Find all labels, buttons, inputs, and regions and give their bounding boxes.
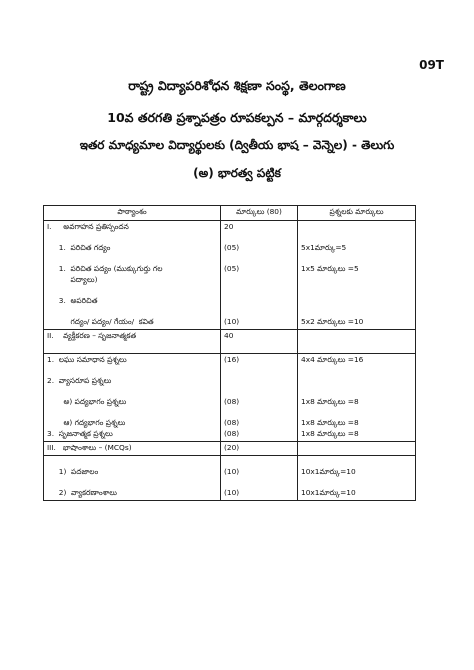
table-row	[44, 221, 416, 330]
question-marks-cell	[298, 330, 416, 354]
section-title: I. అవగాహన ప్రతిస్పందన	[47, 222, 129, 231]
list-item: అ) పద్యభాగం ప్రశ్నలు	[47, 397, 127, 406]
subject-heading: ఇతర మాధ్యమాల విద్యార్థులకు (ద్వితీయ భాష – వెన్నెల) - తెలుగు	[79, 138, 395, 152]
document-code: 09T	[419, 58, 444, 72]
list-item: 1. పరిచిత గద్యం	[47, 243, 111, 252]
header-topic: పాఠ్యాంశం	[44, 206, 221, 221]
list-item: గద్యం/ పద్యం/ గేయం/ కవిత	[47, 317, 154, 326]
list-item: 2) వ్యాకరణాంశాలు	[47, 488, 117, 497]
marks-value: (05)	[224, 264, 240, 273]
list-item: 1. లఘు సమాధాన ప్రశ్నలు	[47, 355, 127, 364]
marks-value: 40	[224, 331, 234, 340]
topic-cell	[44, 354, 221, 442]
topic-cell	[44, 456, 221, 501]
marks-value: (08)	[224, 397, 240, 406]
weightage-table	[43, 205, 416, 501]
marks-value: (16)	[224, 355, 240, 364]
question-marks-cell	[298, 456, 416, 501]
question-marks-cell	[298, 442, 416, 456]
question-marks-value: 5x2 మార్కులు =10	[301, 317, 364, 326]
marks-cell	[221, 330, 298, 354]
question-marks-cell	[298, 221, 416, 330]
question-marks-value: 1x8 మార్కులు =8	[301, 429, 359, 438]
header-marks: మార్కులు (80)	[221, 206, 298, 221]
marks-value: 20	[224, 222, 234, 231]
list-item: 1) పదజాలం	[47, 467, 99, 476]
question-marks-cell	[298, 354, 416, 442]
topic-cell	[44, 442, 221, 456]
marks-value: (10)	[224, 317, 240, 326]
marks-value: (20)	[224, 443, 240, 452]
table-row	[44, 442, 416, 456]
list-item: 3. సృజనాత్మక ప్రశ్నలు	[47, 429, 113, 438]
marks-value: (10)	[224, 488, 240, 497]
list-item: 3. అపరిచిత	[47, 296, 98, 305]
header-question-marks: ప్రశ్నలకు మార్కులు	[298, 206, 416, 221]
marks-value: (05)	[224, 243, 240, 252]
list-item: 1. పరిచిత పద్యం (ముక్కుగుర్తు గల	[47, 264, 163, 273]
marks-value: (10)	[224, 467, 240, 476]
section-title: II. వ్యక్తీకరణ – సృజనాత్మకత	[47, 331, 137, 340]
question-marks-value: 5x1మార్కు=5	[301, 243, 347, 252]
marks-value: (08)	[224, 418, 240, 427]
question-marks-value: 1x8 మార్కులు =8	[301, 418, 359, 427]
weightage-table-title: (అ) భారత్వ పట్టిక	[193, 166, 281, 180]
list-item: 2. వ్యాసరూప ప్రశ్నలు	[47, 376, 112, 385]
question-marks-value: 10x1మార్కు=10	[301, 488, 356, 497]
institute-heading: రాష్ట్ర విద్యాపరిశోధన శిక్షణా సంస్థ, తెలంగాణ	[128, 78, 346, 93]
question-marks-value: 4x4 మార్కులు =16	[301, 355, 364, 364]
question-marks-value: 1x8 మార్కులు =8	[301, 397, 359, 406]
marks-cell	[221, 221, 298, 330]
marks-cell	[221, 442, 298, 456]
question-marks-value: 10x1మార్కు=10	[301, 467, 356, 476]
list-item: పద్యాలు)	[47, 275, 98, 284]
marks-cell	[221, 456, 298, 501]
marks-cell	[221, 354, 298, 442]
question-marks-value: 1x5 మార్కులు =5	[301, 264, 359, 273]
list-item: ఆ) గద్యభాగం ప్రశ్నలు	[47, 418, 126, 427]
marks-value: (08)	[224, 429, 240, 438]
table-row	[44, 330, 416, 354]
table-row	[44, 456, 416, 501]
section-title: III. భాషాంశాలు – (MCQs)	[47, 443, 132, 452]
topic-cell	[44, 330, 221, 354]
topic-cell	[44, 221, 221, 330]
table-header-row	[44, 206, 416, 221]
guidelines-heading: 10వ తరగతి ప్రశ్నాపత్రం రూపకల్పన – మార్గదర్శకాలు	[107, 110, 367, 125]
table-row	[44, 354, 416, 442]
